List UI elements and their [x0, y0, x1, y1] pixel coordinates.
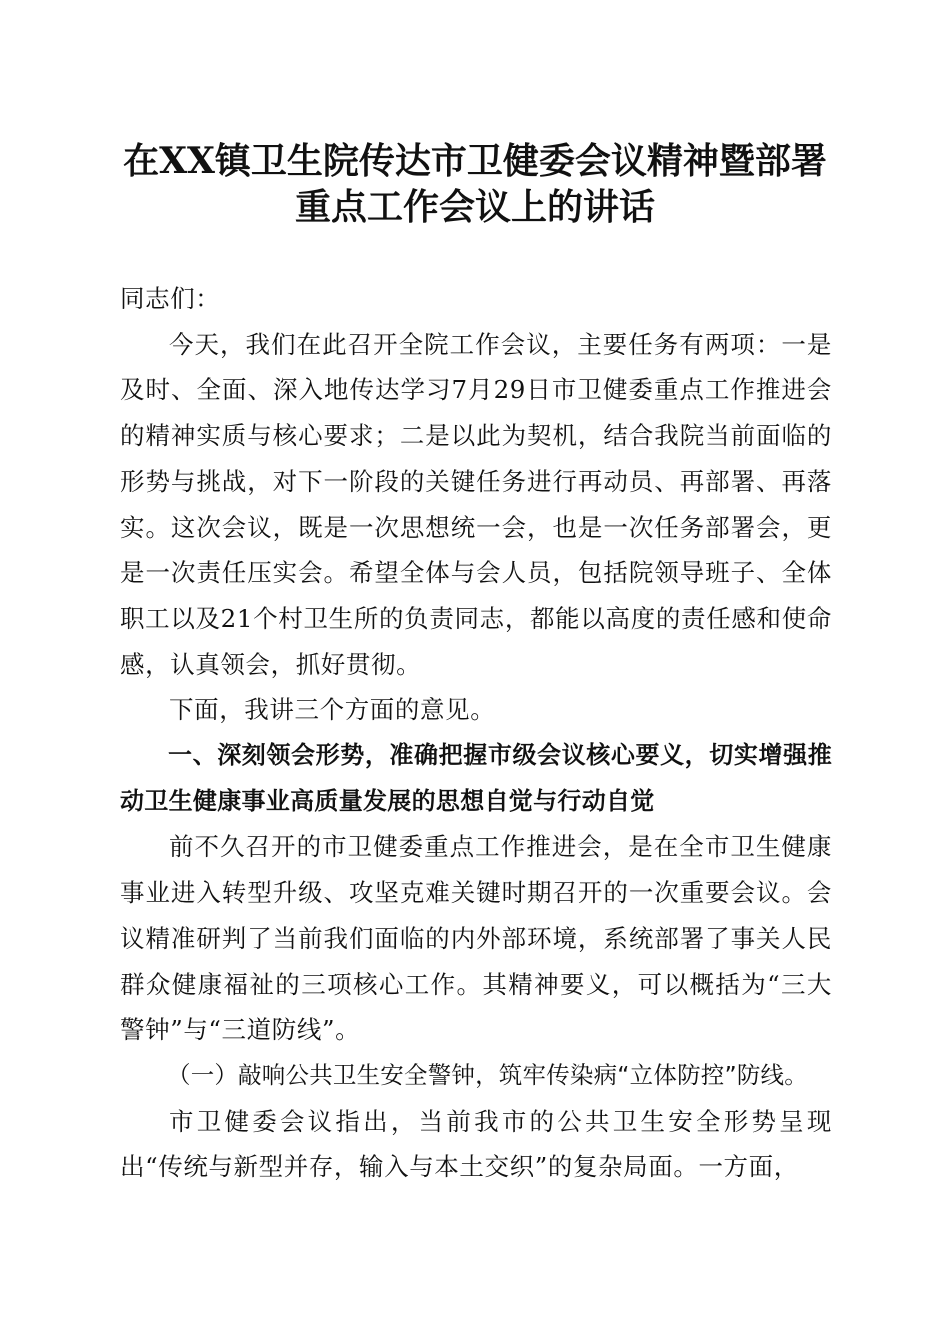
title-line-1: 在XX镇卫生院传达市卫健委会议精神暨部署 [123, 140, 827, 182]
section-1-paragraph: 前不久召开的市卫健委重点工作推进会，是在全市卫生健康事业进入转型升级、攻坚克难关键时期召开的一次重要会议。会议精准研判了当前我们面临的内外部环境，系统部署了事关人民群众健康福祉的三项核心工作。其精神要义，可以概括为“三大警钟”与“三道防线”。 [120, 832, 832, 1045]
intro-paragraph: 下面，我讲三个方面的意见。 [169, 695, 496, 725]
salutation: 同志们： [120, 284, 221, 313]
subsection-1-paragraph: 市卫健委会议指出，当前我市的公共卫生安全形势呈现出“传统与新型并存，输入与本土交织”的复杂局面。一方面， [120, 1106, 832, 1182]
document-title [100, 138, 850, 230]
opening-paragraph: 今天，我们在此召开全院工作会议，主要任务有两项：一是及时、全面、深入地传达学习7月29日市卫健委重点工作推进会的精神实质与核心要求；二是以此为契机，结合我院当前面临的形势与挑战，对下一阶段的关键任务进行再动员、再部署、再落实。这次会议，既是一次思想统一会，也是一次任务部署会，更是一次责任压实会。希望全体与会人员，包括院领导班子、全体职工以及21个村卫生所的负责同志，都能以高度的责任感和使命感，认真领会，抓好贯彻。 [120, 329, 832, 679]
document-body [120, 276, 832, 1190]
title-line-2: 重点工作会议上的讲话 [294, 186, 655, 228]
section-1-heading: 一、深刻领会形势，准确把握市级会议核心要义，切实增强推动卫生健康事业高质量发展的思想自觉与行动自觉 [120, 741, 832, 815]
subsection-1-heading: （一）敲响公共卫生安全警钟，筑牢传染病“立体防控”防线。 [167, 1060, 808, 1089]
